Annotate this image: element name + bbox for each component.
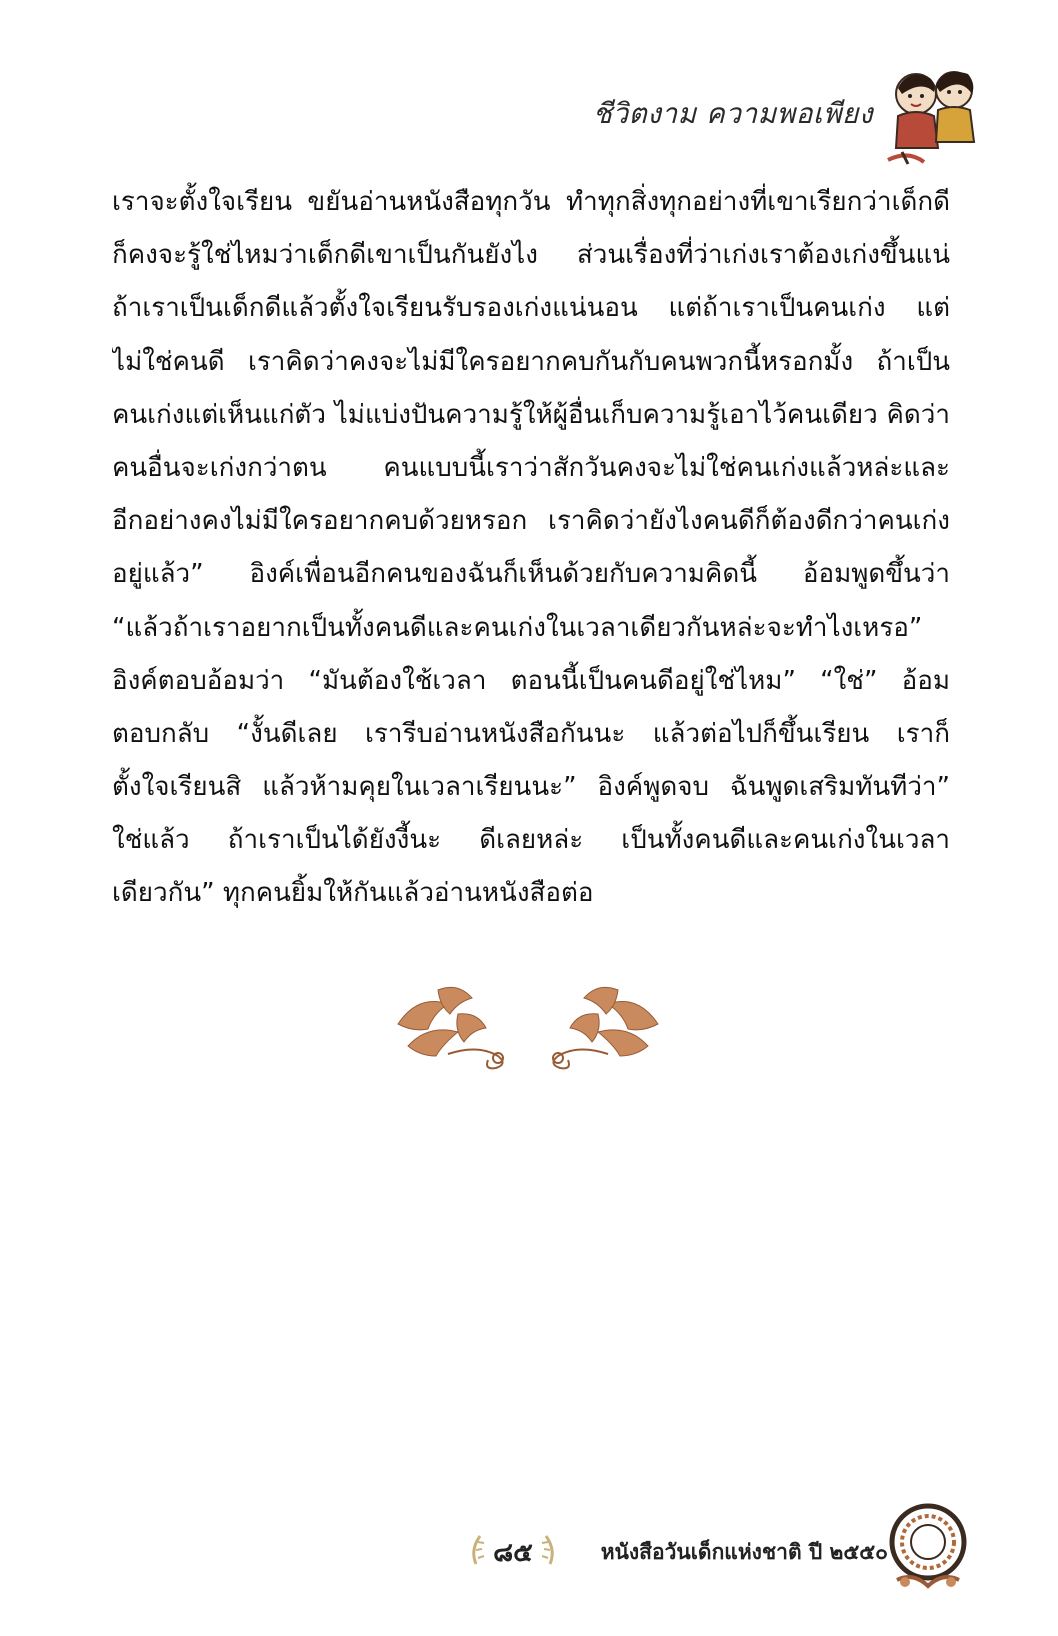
- body-paragraph: [112, 176, 950, 921]
- text-line: ก็คงจะรู้ใช่ไหมว่าเด็กดีเขาเป็นกันยังไง ส่วนเรื่องที่ว่าเก่งเราต้องเก่งขึ้นแน่: [112, 240, 950, 271]
- text-line: ตั้งใจเรียนสิ แล้วห้ามคุยในเวลาเรียนนะ” อิงค์พูดจบ ฉันพูดเสริมทันทีว่า”: [112, 772, 950, 803]
- text-line: คนเก่งแต่เห็นแก่ตัว ไม่แบ่งปันความรู้ให้ผู้อื่นเก็บความรู้เอาไว้คนเดียว คิดว่า: [112, 399, 950, 430]
- text-line: ตอบกลับ “งั้นดีเลย เรารีบอ่านหนังสือกันนะ แล้วต่อไปก็ขึ้นเรียน เราก็: [112, 718, 950, 749]
- page-number: ๘๕: [493, 1538, 533, 1568]
- text-line: ถ้าเราเป็นเด็กดีแล้วตั้งใจเรียนรับรองเก่งแน่นอน แต่ถ้าเราเป็นคนเก่ง แต่: [112, 293, 950, 324]
- text-line: ใช่แล้ว ถ้าเราเป็นได้ยังงี้นะ ดีเลยหล่ะ เป็นทั้งคนดีและคนเก่งในเวลา: [112, 825, 950, 856]
- floral-ornament-icon: [388, 984, 668, 1074]
- text-line: เดียวกัน” ทุกคนยิ้มให้กันแล้วอ่านหนังสือต่อ: [112, 878, 594, 909]
- cartoon-children-illustration-icon: [878, 64, 988, 169]
- text-line: อยู่แล้ว” อิงค์เพื่อนอีกคนของฉันก็เห็นด้วยกับความคิดนี้ อ้อมพูดขึ้นว่า: [112, 559, 950, 590]
- text-line: อิงค์ตอบอ้อมว่า “มันต้องใช้เวลา ตอนนี้เป็นคนดีอยู่ใช่ไหม” “ใช่” อ้อม: [112, 665, 950, 696]
- page-number-badge: [468, 1530, 558, 1570]
- text-line: คนอื่นจะเก่งกว่าตน คนแบบนี้เราว่าสักวันคงจะไม่ใช่คนเก่งแล้วหล่ะและ: [112, 452, 950, 483]
- text-line: ไม่ใช่คนดี เราคิดว่าคงจะไม่มีใครอยากคบกันกับคนพวกนี้หรอกมั้ง ถ้าเป็น: [112, 346, 950, 377]
- text-line: อีกอย่างคงไม่มีใครอยากคบด้วยหรอก เราคิดว่ายังไงคนดีก็ต้องดีกว่าคนเก่ง: [112, 506, 950, 537]
- running-header-title: ชีวิตงาม ความพอเพียง: [592, 97, 873, 130]
- publication-title: หนังสือวันเด็กแห่งชาติ ปี ๒๕๕๐: [600, 1540, 888, 1564]
- text-line: “แล้วถ้าเราอยากเป็นทั้งคนดีและคนเก่งในเวลาเดียวกันหล่ะจะทำไงเหรอ”: [112, 612, 923, 643]
- circular-emblem-icon: [883, 1500, 973, 1596]
- text-line: เราจะตั้งใจเรียน ขยันอ่านหนังสือทุกวัน ทำทุกสิ่งทุกอย่างที่เขาเรียกว่าเด็กดี: [112, 187, 950, 217]
